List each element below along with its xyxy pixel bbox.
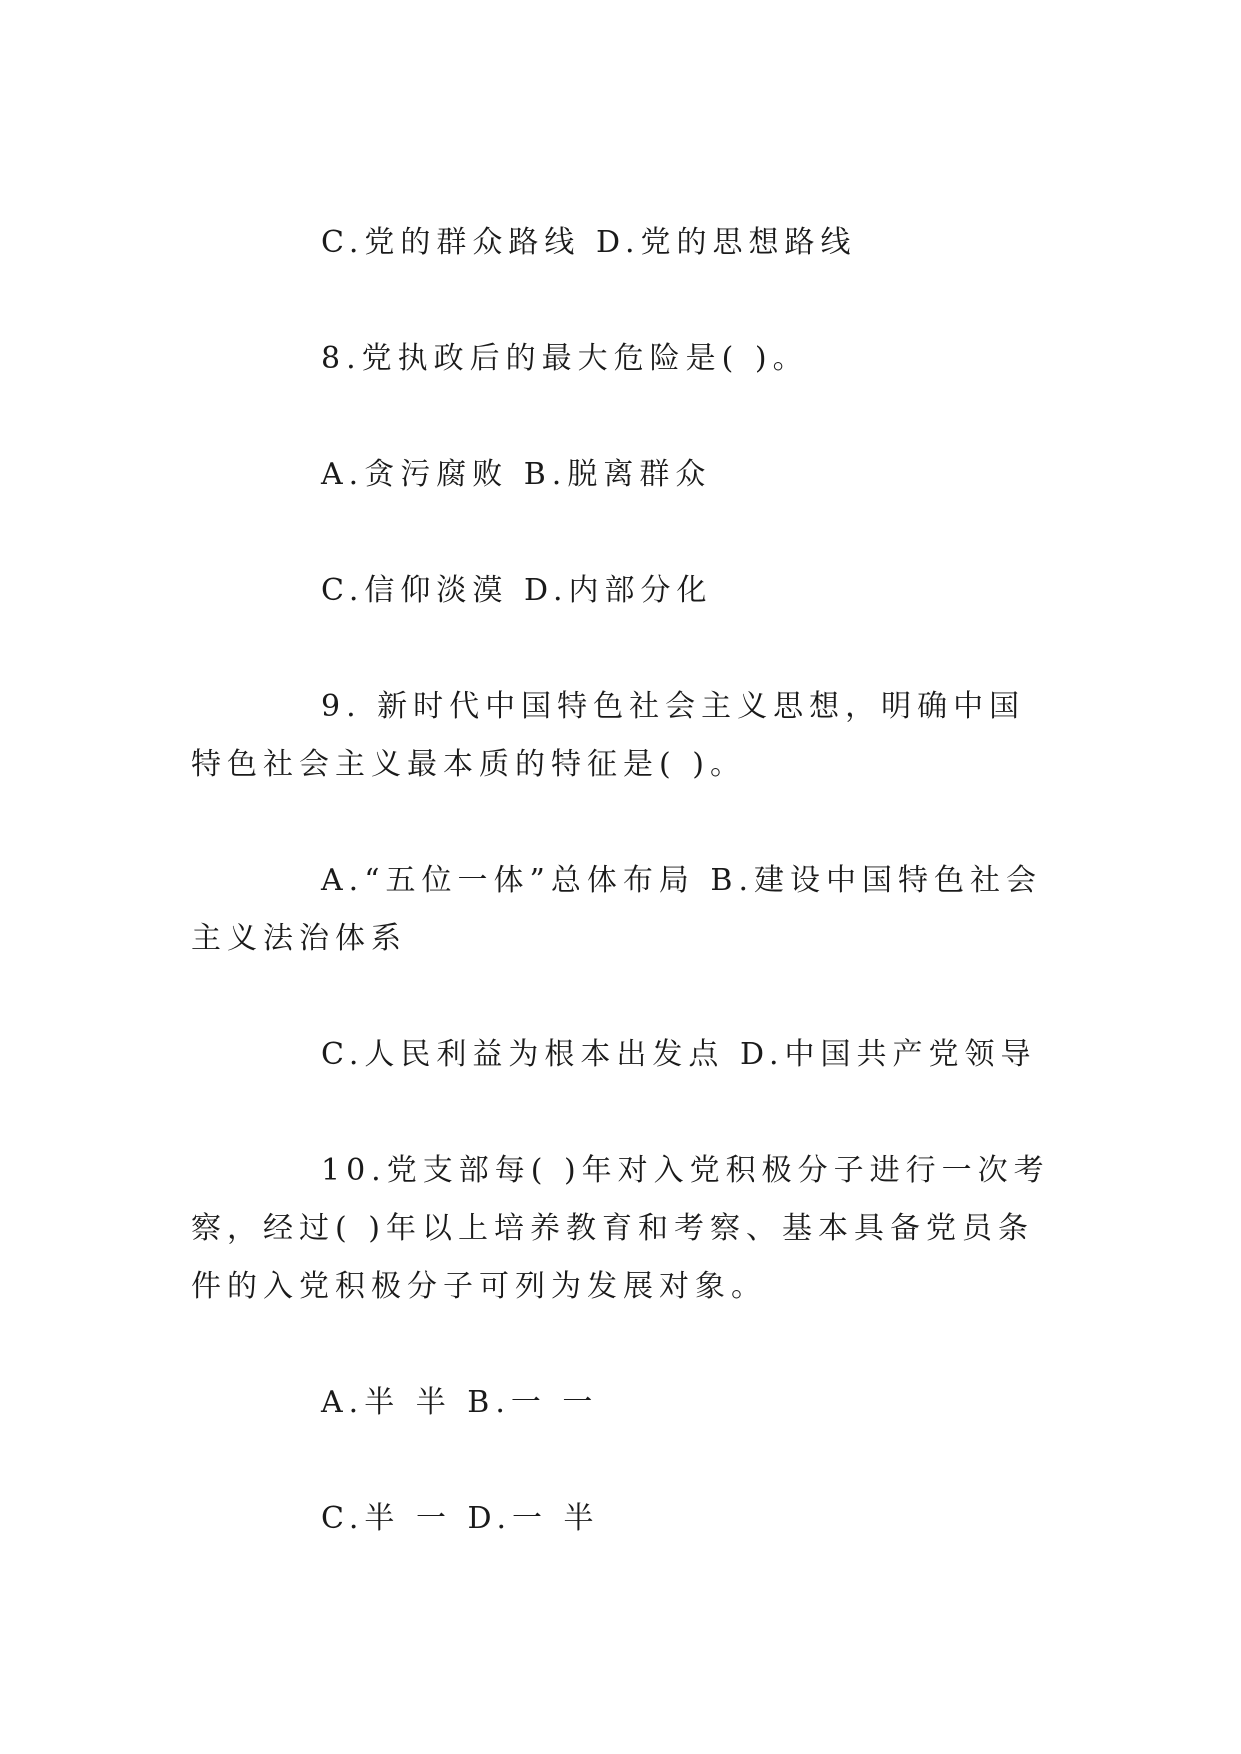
option-line-c-d-q7: C.党的群众路线 D.党的思想路线 bbox=[321, 225, 857, 260]
option-line-a-b-q8: A.贪污腐败 B.脱离群众 bbox=[321, 457, 712, 492]
option-line-c-d-q8: C.信仰淡漠 D.内部分化 bbox=[321, 573, 713, 608]
question-10: 10.党支部每( )年对入党积极分子进行一次考察，经过( )年以上培养教育和考察、基本具备党员条件的入党积极分子可列为发展对象。 bbox=[191, 1153, 1050, 1304]
option-line-a-b-q10: A.半 半 B.一 一 bbox=[321, 1385, 599, 1420]
question-8: 8.党执政后的最大危险是( )。 bbox=[321, 341, 809, 376]
option-line-a-b-q9: A.“五位一体”总体布局 B.建设中国特色社会主义法治体系 bbox=[191, 863, 1042, 956]
option-line-c-d-q9: C.人民利益为根本出发点 D.中国共产党领导 bbox=[321, 1037, 1037, 1072]
option-line-c-d-q10: C.半 一 D.一 半 bbox=[321, 1501, 600, 1536]
question-9: 9. 新时代中国特色社会主义思想，明确中国特色社会主义最本质的特征是( )。 bbox=[191, 689, 1026, 782]
